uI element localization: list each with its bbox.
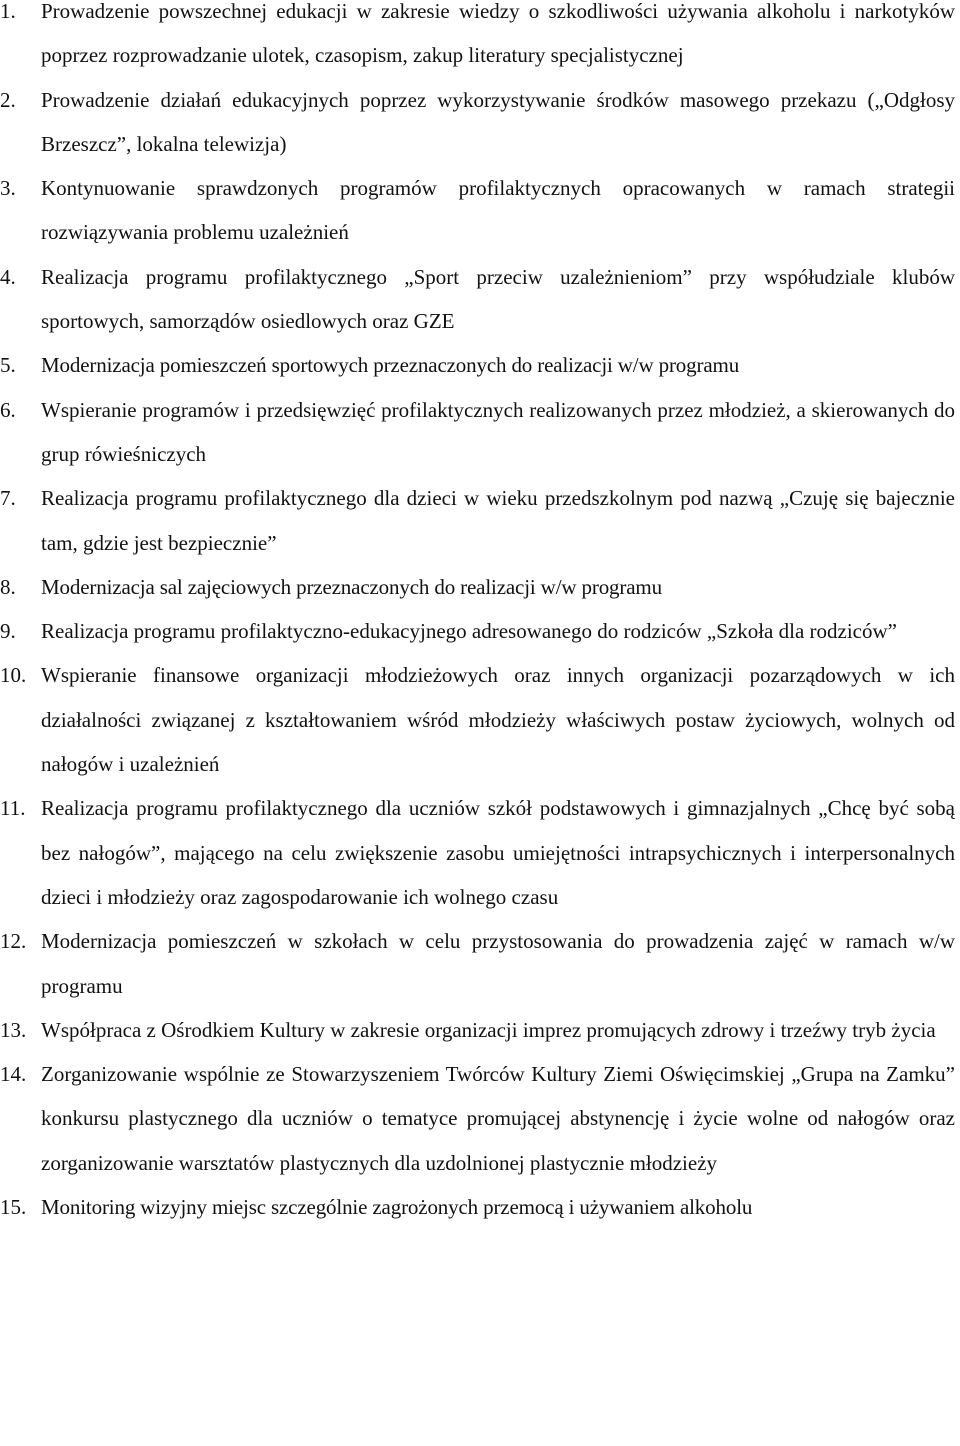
list-item-text: Modernizacja sal zajęciowych przeznaczonych do realizacji w/w programu	[41, 574, 662, 599]
list-item-number: 15.	[0, 1195, 27, 1220]
list-item-text: Modernizacja pomieszczeń w szkołach w celu przystosowania do prowadzenia zajęć w ramach w/w programu	[41, 929, 955, 998]
list-item-text: Realizacja programu profilaktycznego dla uczniów szkół podstawowych i gimnazjalnych „Chcę być sobą bez nałogów”, mającego na celu zwiększenie zasobu umiejętności intrapsychicznych i interpersonalnych dzieci i młodzieży oraz zagospodarowanie ich wolnego czasu	[41, 796, 955, 909]
list-item-number: 6.	[0, 397, 16, 422]
list-item-text: Realizacja programu profilaktycznego dla dzieci w wieku przedszkolnym pod nazwą „Czuję się bajecznie tam, gdzie jest bezpiecznie”	[41, 486, 955, 555]
list-item-number: 3.	[0, 176, 16, 201]
list-item-number: 7.	[0, 486, 16, 511]
list-item-text: Wspieranie finansowe organizacji młodzieżowych oraz innych organizacji pozarządowych w ich działalności związanej z kształtowaniem wśród młodzieży właściwych postaw życiowych, wolnych od nałogów i uzależnień	[41, 663, 955, 777]
list-item-text: Monitoring wizyjny miejsc szczególnie zagrożonych przemocą i używaniem alkoholu	[41, 1195, 753, 1220]
list-item	[0, 255, 955, 344]
list-item-text: Współpraca z Ośrodkiem Kultury w zakresie organizacji imprez promujących zdrowy i trzeźwy tryb życia	[41, 1017, 936, 1042]
list-item	[0, 0, 955, 78]
list-item-number: 1.	[0, 0, 16, 23]
list-item-number: 12.	[0, 929, 27, 954]
list-item	[0, 609, 955, 653]
list-item	[0, 565, 955, 609]
list-item	[0, 919, 955, 1008]
list-item-number: 14.	[0, 1062, 27, 1087]
list-item-text: Wspieranie programów i przedsięwzięć profilaktycznych realizowanych przez młodzież, a skierowanych do grup rówieśniczych	[41, 397, 955, 466]
list-item-text: Prowadzenie powszechnej edukacji w zakresie wiedzy o szkodliwości używania alkoholu i narkotyków poprzez rozprowadzanie ulotek, czasopism, zakup literatury specjalistycznej	[41, 0, 955, 68]
list-item-text: Realizacja programu profilaktycznego „Sport przeciw uzależnieniom” przy współudziale klubów sportowych, samorządów osiedlowych oraz GZE	[41, 264, 955, 334]
list-item	[0, 786, 955, 919]
list-item-text: Realizacja programu profilaktyczno-edukacyjnego adresowanego do rodziców „Szkoła dla rodziców”	[41, 619, 897, 644]
list-item-number: 11.	[0, 796, 26, 821]
list-item-number: 9.	[0, 619, 16, 644]
list-item	[0, 343, 955, 387]
list-item	[0, 476, 955, 565]
list-item-number: 10.	[0, 663, 27, 688]
list-item	[0, 388, 955, 477]
list-item-number: 4.	[0, 264, 16, 289]
list-item	[0, 1052, 955, 1185]
list-item-text: Prowadzenie działań edukacyjnych poprzez wykorzystywanie środków masowego przekazu („Odgłosy Brzeszcz”, lokalna telewizja)	[41, 87, 955, 156]
list-item-number: 13.	[0, 1017, 27, 1042]
list-item-text: Kontynuowanie sprawdzonych programów profilaktycznych opracowanych w ramach strategii rozwiązywania problemu uzależnień	[41, 176, 955, 245]
list-item	[0, 166, 955, 255]
list-item	[0, 1008, 955, 1052]
list-item-number: 2.	[0, 87, 16, 112]
list-item-text: Modernizacja pomieszczeń sportowych przeznaczonych do realizacji w/w programu	[41, 353, 740, 378]
list-item	[0, 78, 955, 167]
list-item-number: 5.	[0, 353, 16, 378]
list-item-text: Zorganizowanie wspólnie ze Stowarzyszeniem Twórców Kultury Ziemi Oświęcimskiej „Grupa na Zamku” konkursu plastycznego dla uczniów o tematyce promującej abstynencję i życie wolne od nałogów oraz zorganizowanie warsztatów plastycznych dla uzdolnionej plastycznie młodzieży	[41, 1062, 955, 1175]
list-item-number: 8.	[0, 574, 16, 599]
list-item	[0, 653, 955, 786]
list-item	[0, 1185, 955, 1229]
